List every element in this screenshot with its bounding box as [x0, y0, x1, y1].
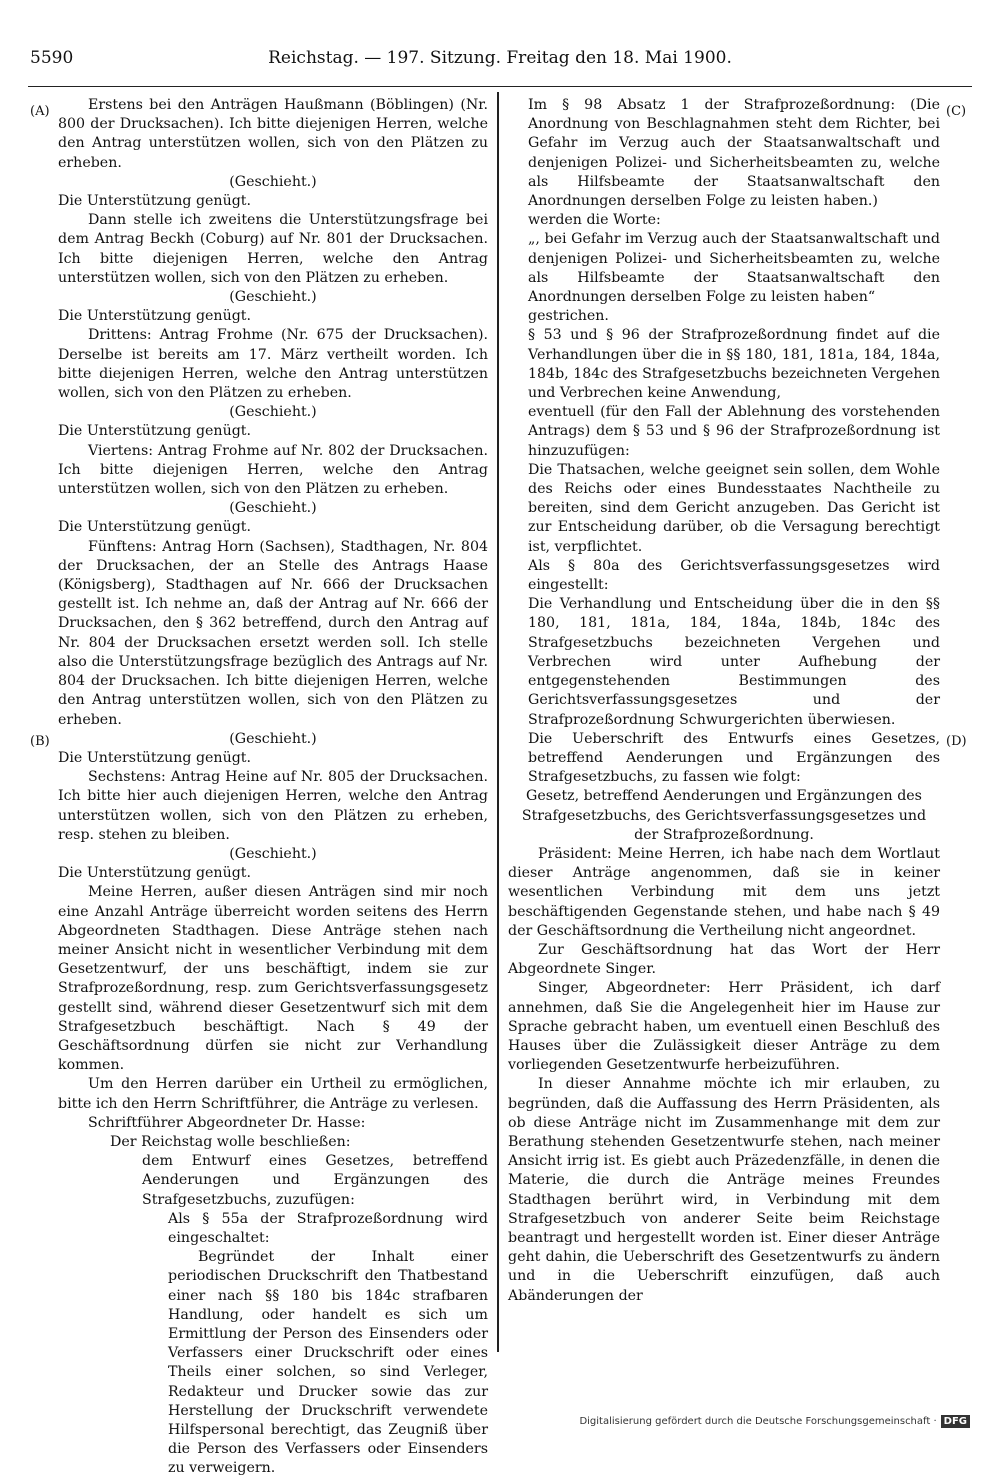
paragraph: Die Unterstützung genügt.	[58, 308, 251, 325]
dfg-logo: DFG	[941, 1415, 970, 1428]
paragraph: (Geschieht.)	[229, 173, 317, 190]
paragraph: Die Unterstützung genügt.	[58, 193, 251, 210]
paragraph: Als § 80a des Gerichtsverfassungsgesetzes wird eingestellt:	[528, 557, 940, 594]
paragraph: dem Entwurf eines Gesetzes, betreffend Aenderungen und Ergänzungen des Strafgesetzbuchs, zuzufügen:	[142, 1153, 488, 1208]
paragraph: Die Ueberschrift des Entwurfs eines Gesetzes, betreffend Aenderungen und Ergänzungen des Strafgesetzbuchs, zu fassen wie folgt:	[528, 730, 940, 786]
paragraph: Der Reichstag wolle beschließen:	[110, 1133, 351, 1150]
page-header	[30, 48, 970, 82]
paragraph: (Geschieht.)	[229, 289, 317, 306]
paragraph: Als § 55a der Strafprozeßordnung wird eingeschaltet:	[168, 1210, 488, 1246]
paragraph: Gesetz, betreffend Aenderungen und Ergänzungen des Strafgesetzbuchs, des Gerichtsverfassungsgesetzes und der Strafprozeßordnung.	[521, 788, 927, 843]
paragraph: Singer, Abgeordneter: Herr Präsident, ich darf annehmen, daß Sie die Angelegenheit hier im Hause zur Sprache gebracht haben, um eventuell einen Beschluß des Hauses über die Zulässigkeit dieser Anträge zu dem vorliegenden Gesetzentwurfe herbeizuführen.	[508, 980, 940, 1074]
paragraph: Begründet der Inhalt einer periodischen Druckschrift den Thatbestand einer nach §§ 180 bis 184c strafbaren Handlung, oder handelt es sich um Ermittlung der Person des Einsenders oder Verfassers einer Druckschrift oder eines Theils einer solchen, so sind Verleger, Redakteur und Drucker sowie das zur Herstellung der Druckschrift verwendete Hilfspersonal berechtigt, das Zeugniß über die Person des Verfassers oder Einsenders zu verweigern.	[168, 1249, 488, 1477]
paragraph: Viertens: Antrag Frohme auf Nr. 802 der Drucksachen. Ich bitte diejenigen Herren, welche den Antrag unterstützen wollen, sich von den Plätzen zu erheben.	[58, 442, 488, 498]
paragraph: Dann stelle ich zweitens die Unterstützungsfrage bei dem Antrag Beckh (Coburg) auf Nr. 801 der Drucksachen. Ich bitte diejenigen Herren, welche den Antrag unterstützen wollen, sich von den Plätzen zu erheben.	[58, 212, 488, 286]
paragraph: Die Unterstützung genügt.	[58, 865, 251, 882]
header-rule	[28, 86, 972, 87]
left-column	[58, 96, 488, 1479]
paragraph: Die Unterstützung genügt.	[58, 423, 251, 440]
paragraph: In dieser Annahme möchte ich mir erlauben, zu begründen, daß die Auffassung des Herrn Präsidenten, als ob diese Anträge nicht im Zusammenhange mit dem zur Berathung stehenden Gesetzentwurfe stehen, nach meiner Ansicht irrig ist. Es giebt auch Präzedenzfälle, in denen die Materie, die durch die Anträge meines Freundes Stadthagen berührt wird, in Verbindung mit dem Strafgesetzbuch von anderer Seite beim Reichstage beantragt und hergestellt worden ist. Einer dieser Anträge geht dahin, die Ueberschrift des Gesetzentwurfs zu ändern und in die Ueberschrift einzufügen, daß auch Abänderungen der	[508, 1076, 940, 1304]
paragraph: „, bei Gefahr im Verzug auch der Staatsanwaltschaft und denjenigen Polizei- und Sicherheitsbeamten zu, welche als Hilfsbeamte der Staatsanwaltschaft den Anordnungen derselben Folge zu leisten haben“	[528, 231, 940, 306]
paragraph: § 53 und § 96 der Strafprozeßordnung findet auf die Verhandlungen über die in §§ 180, 181, 181a, 184, 184a, 184b, 184c des Strafgesetzbuchs bezeichneten Vergehen und Verbrechen keine Anwendung,	[528, 327, 940, 402]
paragraph: Sechstens: Antrag Heine auf Nr. 805 der Drucksachen. Ich bitte hier auch diejenigen Herren, welche den Antrag unterstützen wollen, sich von den Plätzen zu erheben, resp. stehen zu bleiben.	[58, 769, 488, 843]
paragraph: Fünftens: Antrag Horn (Sachsen), Stadthagen, Nr. 804 der Drucksachen, der an Stelle des Antrags Haase (Königsberg), Stadthagen auf Nr. 666 der Drucksachen gestellt ist. Ich nehme an, daß der Antrag auf Nr. 666 der Drucksachen, den § 362 betreffend, durch den Antrag auf Nr. 804 der Drucksachen ersetzt werden soll. Ich stelle also die Unterstützungsfrage bezüglich des Antrags auf Nr. 804 der Drucksachen. Ich bitte diejenigen Herren, welche den Antrag unterstützen wollen, sich von den Plätzen zu erheben.	[58, 538, 488, 728]
paragraph: Meine Herren, außer diesen Anträgen sind mir noch eine Anzahl Anträge überreicht worden seitens des Herrn Abgeordneten Stadthagen. Diese Anträge stehen nach meiner Ansicht nicht in wesentlicher Verbindung mit dem Gesetzentwurf, der uns beschäftigt, indem sie zur Strafprozeßordnung, resp. zum Gerichtsverfassungsgesetz gestellt sind, während dieser Gesetzentwurf sich mit dem Strafgesetzbuch beschäftigt. Nach § 49 der Geschäftsordnung dürfen sie nicht zur Verhandlung kommen.	[58, 884, 488, 1074]
margin-mark-c: (C)	[946, 104, 967, 119]
paragraph: (Geschieht.)	[229, 404, 317, 421]
page-number: 5590	[30, 48, 74, 68]
right-column	[508, 96, 940, 1306]
footer	[579, 1415, 970, 1428]
paragraph: Die Thatsachen, welche geeignet sein sollen, dem Wohle des Reichs oder eines Bundesstaates Nachtheile zu bereiten, sind dem Gericht anzugeben. Das Gericht ist zur Entscheidung darüber, ob die Versagung berechtigt ist, verpflichtet.	[528, 461, 940, 555]
paragraph: (Geschieht.)	[229, 500, 317, 517]
margin-mark-b: (B)	[30, 734, 50, 749]
paragraph: gestrichen.	[528, 308, 609, 325]
margin-mark-d: (D)	[946, 734, 967, 749]
paragraph: Drittens: Antrag Frohme (Nr. 675 der Drucksachen). Derselbe ist bereits am 17. März vertheilt worden. Ich bitte diejenigen Herren, welche den Antrag unterstützen wollen, sich von den Plätzen zu erheben.	[58, 327, 488, 402]
paragraph: Die Verhandlung und Entscheidung über die in den §§ 180, 181, 181a, 184, 184a, 184b, 184c des Strafgesetzbuchs bezeichneten Vergehen und Verbrechen wird unter Aufhebung der entgegenstehenden Bestimmungen des Gerichtsverfassungsgesetzes und der Strafprozeßordnung Schwurgerichten überwiesen.	[528, 596, 940, 728]
paragraph: Erstens bei den Anträgen Haußmann (Böblingen) (Nr. 800 der Drucksachen). Ich bitte diejenigen Herren, welche den Antrag unterstützen wollen, sich von den Plätzen zu erheben.	[58, 97, 488, 171]
paragraph: Um den Herren darüber ein Urtheil zu ermöglichen, bitte ich den Herrn Schriftführer, die Anträge zu verlesen.	[58, 1076, 488, 1112]
margin-mark-a: (A)	[30, 104, 50, 119]
footer-text: Digitalisierung gefördert durch die Deutsche Forschungsgemeinschaft ·	[579, 1416, 937, 1427]
paragraph: werden die Worte:	[528, 212, 661, 229]
paragraph: Präsident: Meine Herren, ich habe nach dem Wortlaut dieser Anträge angenommen, daß sie in keiner wesentlichen Verbindung mit dem uns jetzt beschäftigenden Gegenstande stehen, und habe nach § 49 der Geschäftsordnung die Vertheilung nicht angeordnet.	[508, 845, 940, 939]
paragraph: eventuell (für den Fall der Ablehnung des vorstehenden Antrags) dem § 53 und § 96 der Strafprozeßordnung ist hinzuzufügen:	[528, 404, 940, 459]
paragraph: (Geschieht.)	[229, 845, 317, 862]
paragraph: (Geschieht.)	[229, 730, 317, 747]
paragraph: Im § 98 Absatz 1 der Strafprozeßordnung: (Die Anordnung von Beschlagnahmen steht dem Richter, bei Gefahr im Verzug auch der Staatsanwaltschaft und denjenigen Polizei- und Sicherheitsbeamten zu, welche als Hilfsbeamte der Staatsanwaltschaft den Anordnungen derselben Folge zu leisten haben.)	[528, 97, 940, 210]
paragraph: Die Unterstützung genügt.	[58, 749, 251, 766]
paragraph: Die Unterstützung genügt.	[58, 519, 251, 536]
paragraph: Zur Geschäftsordnung hat das Wort der Herr Abgeordnete Singer.	[508, 941, 940, 978]
paragraph: Schriftführer Abgeordneter Dr. Hasse:	[88, 1114, 366, 1131]
page-title: Reichstag. — 197. Sitzung. Freitag den 18. Mai 1900.	[268, 48, 732, 68]
column-divider	[497, 92, 499, 1352]
